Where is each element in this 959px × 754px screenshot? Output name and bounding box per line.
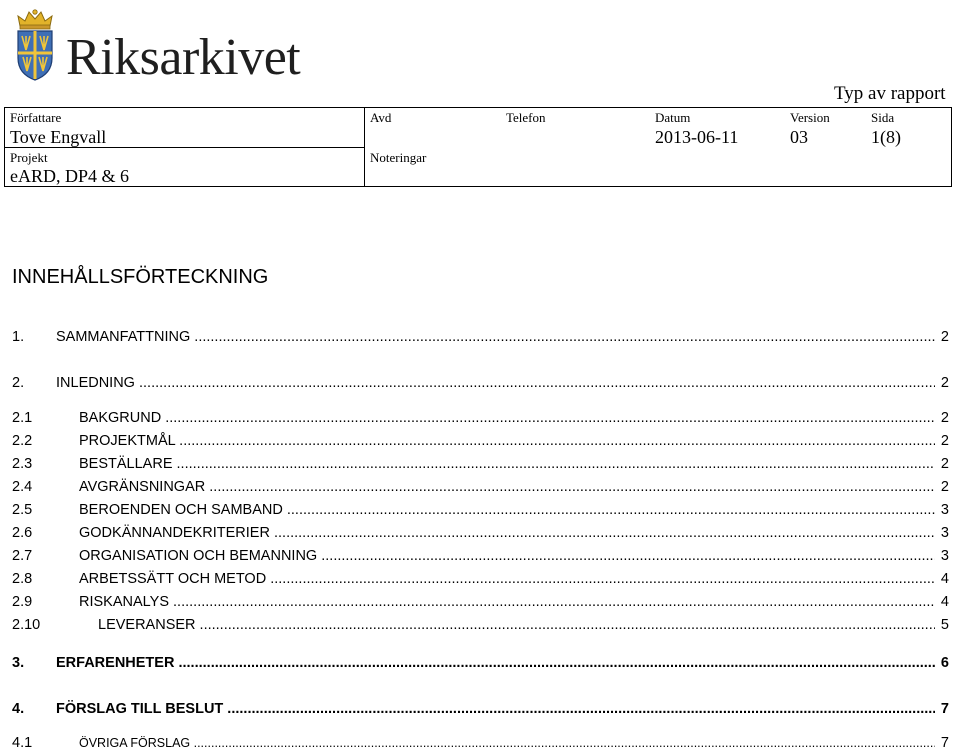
- toc-entry-page: 3: [940, 502, 949, 518]
- toc-entry-page: 7: [940, 701, 949, 717]
- toc-entry-number: 2.3: [12, 456, 33, 472]
- phone-label: Telefon: [506, 110, 546, 125]
- toc-entry[interactable]: [12, 569, 949, 589]
- toc-entry[interactable]: [12, 327, 949, 347]
- toc-entry-title: FÖRSLAG TILL BESLUT .....: [56, 699, 935, 719]
- toc-entry-page: 5: [940, 617, 949, 633]
- toc-entry[interactable]: [12, 373, 949, 393]
- toc-entry-page: 3: [940, 548, 949, 564]
- toc-entry-page: 7: [940, 735, 949, 751]
- toc-entry-title: RISKANALYS .....: [79, 592, 935, 612]
- toc-entry-page: 2: [940, 479, 949, 495]
- toc-entry[interactable]: [12, 733, 949, 753]
- toc-entry-page: 4: [940, 571, 949, 587]
- toc-entry-page: 4: [940, 594, 949, 610]
- organization-wordmark: Riksarkivet: [66, 29, 301, 86]
- header-middle-rule: [4, 147, 364, 148]
- toc-entry[interactable]: [12, 500, 949, 520]
- toc-entry[interactable]: [12, 454, 949, 474]
- toc-entry-title: AVGRÄNSNINGAR .....: [79, 477, 935, 497]
- version-label: Version: [790, 110, 830, 125]
- date-label: Datum: [655, 110, 691, 125]
- toc-entry-title: BESTÄLLARE .....: [79, 454, 935, 474]
- toc-entry-title: BEROENDEN OCH SAMBAND .....: [79, 500, 935, 520]
- toc-entry-number: 2.9: [12, 594, 33, 610]
- toc-entry[interactable]: [12, 615, 949, 635]
- toc-title: INNEHÅLLSFÖRTECKNING: [12, 266, 269, 288]
- author-label: Författare: [10, 110, 62, 125]
- header-left-border: [4, 107, 5, 187]
- toc-entry[interactable]: [12, 431, 949, 451]
- toc-entry[interactable]: [12, 699, 949, 719]
- toc-entry[interactable]: [12, 477, 949, 497]
- toc-entry-page: 2: [940, 433, 949, 449]
- date-value: 2013-06-11: [655, 127, 739, 147]
- page-value: 1(8): [871, 127, 901, 147]
- toc-entry-number: 4.: [12, 701, 25, 717]
- toc-entry-number: 3.: [12, 655, 25, 671]
- toc-entry-title: ORGANISATION OCH BEMANNING .....: [79, 546, 935, 566]
- project-label: Projekt: [10, 150, 48, 165]
- author-value: Tove Engvall: [10, 127, 107, 147]
- toc-entry-page: 2: [940, 375, 949, 391]
- toc-entry-number: 4.1: [12, 735, 33, 751]
- notes-label: Noteringar: [370, 150, 427, 165]
- toc-entry-number: 2.8: [12, 571, 33, 587]
- toc-entry[interactable]: [12, 653, 949, 673]
- toc-entry-number: 2.7: [12, 548, 33, 564]
- toc-entry-title: ÖVRIGA FÖRSLAG .....: [79, 733, 935, 753]
- toc-entry-number: 2.1: [12, 410, 33, 426]
- riksarkivet-crest-logo: [12, 8, 58, 82]
- header-right-border: [951, 107, 952, 187]
- header-col-divider: [364, 107, 365, 187]
- project-value: eARD, DP4 & 6: [10, 166, 130, 186]
- toc-entry-number: 2.5: [12, 502, 33, 518]
- toc-entry-title: ERFARENHETER .....: [56, 653, 935, 673]
- header-top-rule: [4, 107, 952, 108]
- toc-entry-title: BAKGRUND .....: [79, 408, 935, 428]
- toc-entry-number: 1.: [12, 329, 25, 345]
- toc-entry-title: GODKÄNNANDEKRITERIER .....: [79, 523, 935, 543]
- toc-entry-page: 3: [940, 525, 949, 541]
- toc-entry-title: ARBETSSÄTT OCH METOD .....: [79, 569, 935, 589]
- toc-entry-number: 2.10: [12, 617, 41, 633]
- report-type-label: Typ av rapport: [834, 83, 946, 104]
- version-value: 03: [790, 127, 808, 147]
- toc-entry-title: PROJEKTMÅL .....: [79, 431, 935, 451]
- toc-entry[interactable]: [12, 546, 949, 566]
- toc-entry-page: 6: [940, 655, 949, 671]
- toc-entry[interactable]: [12, 523, 949, 543]
- toc-entry[interactable]: [12, 592, 949, 612]
- toc-entry-number: 2.2: [12, 433, 33, 449]
- toc-entry-title: SAMMANFATTNING .....: [56, 327, 935, 347]
- toc-entry-number: 2.: [12, 375, 25, 391]
- header-bottom-rule: [4, 186, 952, 187]
- page-label: Sida: [871, 110, 895, 125]
- department-label: Avd: [370, 110, 392, 125]
- toc-entry-title: LEVERANSER .....: [98, 615, 935, 635]
- toc-entry-number: 2.6: [12, 525, 33, 541]
- toc-entry-title: INLEDNING .....: [56, 373, 935, 393]
- toc-entry-number: 2.4: [12, 479, 33, 495]
- toc-entry[interactable]: [12, 408, 949, 428]
- toc-entry-page: 2: [940, 410, 949, 426]
- toc-entry-page: 2: [940, 329, 949, 345]
- toc-entry-page: 2: [940, 456, 949, 472]
